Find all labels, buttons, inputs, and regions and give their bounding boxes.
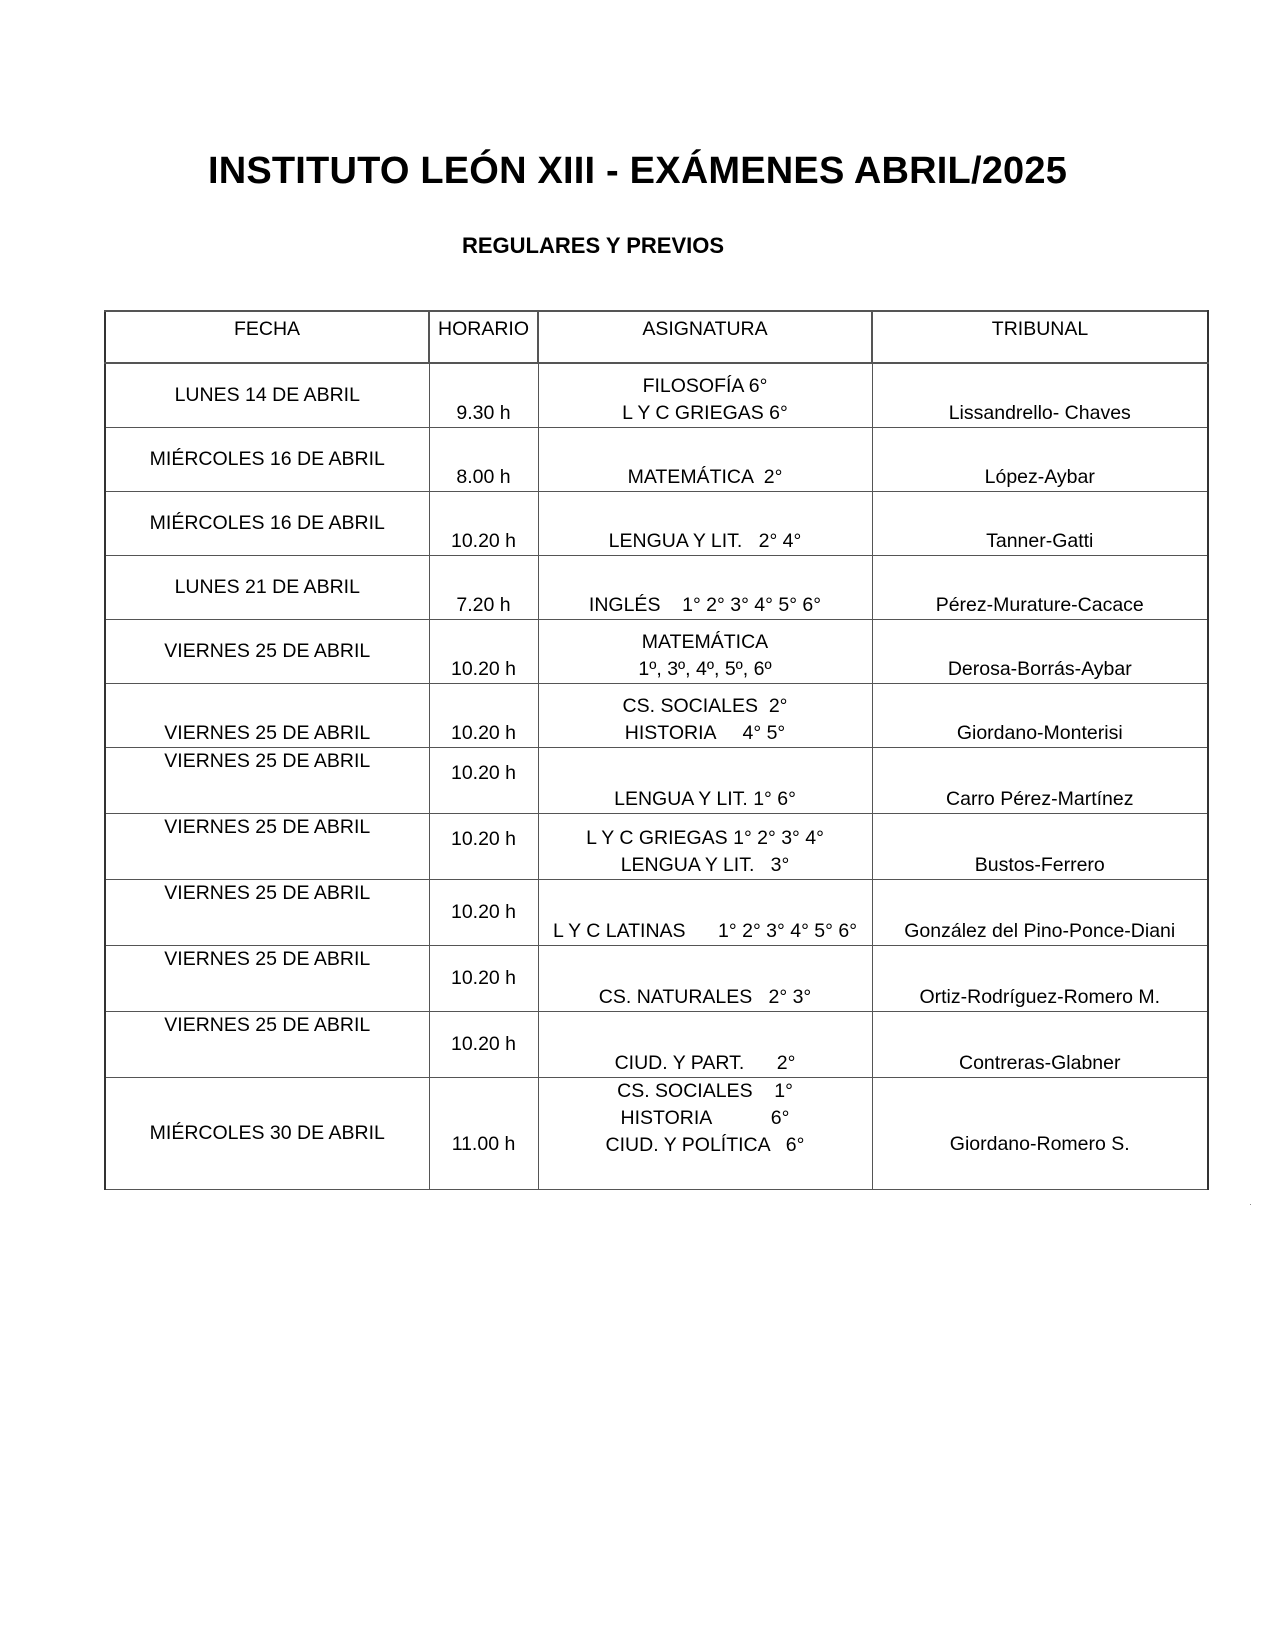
cell-asignatura: FILOSOFÍA 6° L Y C GRIEGAS 6° — [538, 363, 872, 427]
cell-horario: 10.20 h — [429, 491, 538, 555]
document-subtitle: REGULARES Y PREVIOS — [462, 233, 725, 258]
cell-tribunal: Lissandrello- Chaves — [872, 363, 1208, 427]
cell-tribunal: Contreras-Glabner — [872, 1011, 1208, 1077]
header-fecha: FECHA — [105, 311, 429, 363]
cell-horario: 10.20 h — [429, 747, 538, 813]
cell-asignatura: CS. SOCIALES 1° HISTORIA 6° CIUD. Y POLÍTICA 6° — [538, 1077, 872, 1189]
table-row — [105, 491, 1208, 555]
cell-asignatura: INGLÉS 1° 2° 3° 4° 5° 6° — [538, 555, 872, 619]
table-row — [105, 747, 1208, 813]
cell-asignatura: L Y C LATINAS 1° 2° 3° 4° 5° 6° — [538, 879, 872, 945]
header-horario: HORARIO — [429, 311, 538, 363]
cell-fecha: MIÉRCOLES 16 DE ABRIL — [105, 491, 429, 555]
cell-asignatura: LENGUA Y LIT. 2° 4° — [538, 491, 872, 555]
cell-asignatura: CS. NATURALES 2° 3° — [538, 945, 872, 1011]
cell-fecha: VIERNES 25 DE ABRIL — [105, 945, 429, 1011]
cell-tribunal: González del Pino-Ponce-Diani — [872, 879, 1208, 945]
cell-horario: 9.30 h — [429, 363, 538, 427]
cell-asignatura: CIUD. Y PART. 2° — [538, 1011, 872, 1077]
cell-horario: 10.20 h — [429, 1011, 538, 1077]
cell-horario: 8.00 h — [429, 427, 538, 491]
cell-tribunal: Pérez-Murature-Cacace — [872, 555, 1208, 619]
cell-asignatura: L Y C GRIEGAS 1° 2° 3° 4° LENGUA Y LIT. 3° — [538, 813, 872, 879]
table-row — [105, 363, 1208, 427]
table-row — [105, 879, 1208, 945]
cell-fecha: VIERNES 25 DE ABRIL — [105, 747, 429, 813]
cell-tribunal: Giordano-Monterisi — [872, 683, 1208, 747]
cell-tribunal: López-Aybar — [872, 427, 1208, 491]
cell-fecha: VIERNES 25 DE ABRIL — [105, 619, 429, 683]
cell-fecha: VIERNES 25 DE ABRIL — [105, 1011, 429, 1077]
table-row — [105, 813, 1208, 879]
cell-fecha: LUNES 21 DE ABRIL — [105, 555, 429, 619]
cell-horario: 10.20 h — [429, 813, 538, 879]
table-row — [105, 619, 1208, 683]
cell-tribunal: Giordano-Romero S. — [872, 1077, 1208, 1189]
cell-tribunal: Ortiz-Rodríguez-Romero M. — [872, 945, 1208, 1011]
cell-horario: 10.20 h — [429, 879, 538, 945]
exam-schedule-table — [104, 310, 1209, 1190]
cell-fecha: VIERNES 25 DE ABRIL — [105, 683, 429, 747]
cell-horario: 7.20 h — [429, 555, 538, 619]
table-row — [105, 945, 1208, 1011]
table-row — [105, 683, 1208, 747]
cell-fecha: MIÉRCOLES 16 DE ABRIL — [105, 427, 429, 491]
table-row — [105, 1077, 1208, 1189]
cell-fecha: MIÉRCOLES 30 DE ABRIL — [105, 1077, 429, 1189]
cell-horario: 10.20 h — [429, 619, 538, 683]
cell-horario: 10.20 h — [429, 683, 538, 747]
cell-asignatura: MATEMÁTICA 1º, 3º, 4º, 5º, 6º — [538, 619, 872, 683]
cell-horario: 11.00 h — [429, 1077, 538, 1189]
stray-mark — [1250, 1204, 1251, 1205]
table-row — [105, 1011, 1208, 1077]
header-asignatura: ASIGNATURA — [538, 311, 872, 363]
cell-horario: 10.20 h — [429, 945, 538, 1011]
cell-asignatura: CS. SOCIALES 2° HISTORIA 4° 5° — [538, 683, 872, 747]
cell-tribunal: Tanner-Gatti — [872, 491, 1208, 555]
cell-tribunal: Derosa-Borrás-Aybar — [872, 619, 1208, 683]
header-tribunal: TRIBUNAL — [872, 311, 1208, 363]
table-header-row — [105, 311, 1208, 363]
table-row — [105, 555, 1208, 619]
document-title: INSTITUTO LEÓN XIII - EXÁMENES ABRIL/2025 — [207, 150, 1068, 192]
cell-tribunal: Bustos-Ferrero — [872, 813, 1208, 879]
cell-asignatura: MATEMÁTICA 2° — [538, 427, 872, 491]
cell-fecha: VIERNES 25 DE ABRIL — [105, 879, 429, 945]
cell-fecha: VIERNES 25 DE ABRIL — [105, 813, 429, 879]
cell-fecha: LUNES 14 DE ABRIL — [105, 363, 429, 427]
cell-tribunal: Carro Pérez-Martínez — [872, 747, 1208, 813]
table-row — [105, 427, 1208, 491]
cell-asignatura: LENGUA Y LIT. 1° 6° — [538, 747, 872, 813]
